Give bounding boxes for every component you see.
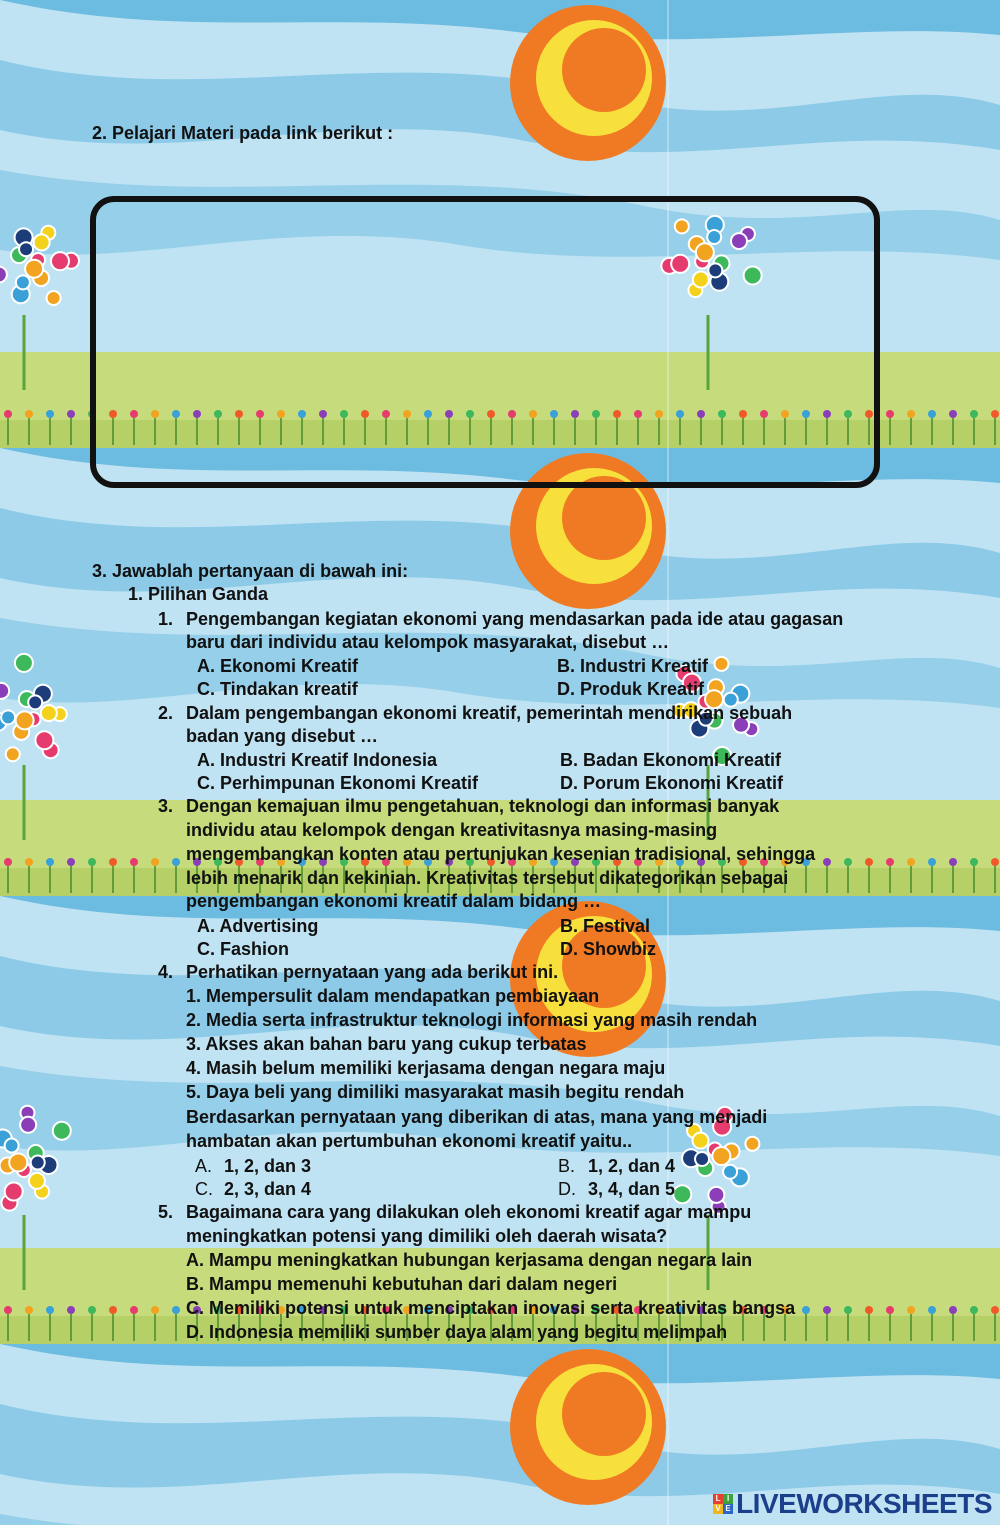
question-4-text: Berdasarkan pernyataan yang diberikan di atas, mana yang menjadi bbox=[186, 1107, 768, 1127]
question-1-text: baru dari individu atau kelompok masyarakat, disebut … bbox=[186, 632, 670, 652]
question-4-option-c[interactable]: 2, 3, dan 4 bbox=[224, 1179, 312, 1199]
multiple-choice-heading: 1. Pilihan Ganda bbox=[128, 584, 269, 604]
liveworksheets-logo-icon: L I V E bbox=[713, 1494, 733, 1514]
question-2-option-a[interactable]: A. Industri Kreatif Indonesia bbox=[197, 750, 438, 770]
question-5-option-a[interactable]: A. Mampu meningkatkan hubungan kerjasama dengan negara lain bbox=[186, 1250, 753, 1270]
question-4-option-d[interactable]: 3, 4, dan 5 bbox=[588, 1179, 676, 1199]
question-1-text: Pengembangan kegiatan ekonomi yang mendasarkan pada ide atau gagasan bbox=[186, 609, 844, 629]
question-4-statement: 2. Media serta infrastruktur teknologi informasi yang masih rendah bbox=[186, 1010, 758, 1030]
question-5-number: 5. bbox=[158, 1202, 174, 1222]
question-5-option-b[interactable]: B. Mampu memenuhi kebutuhan dari dalam negeri bbox=[186, 1274, 618, 1294]
question-2-number: 2. bbox=[158, 703, 174, 723]
question-2-text: Dalam pengembangan ekonomi kreatif, pemerintah mendirikan sebuah bbox=[186, 703, 793, 723]
question-3-text: Dengan kemajuan ilmu pengetahuan, teknologi dan informasi banyak bbox=[186, 796, 780, 816]
question-2-option-b[interactable]: B. Badan Ekonomi Kreatif bbox=[560, 750, 782, 770]
question-3-text: mengembangkan konten atau pertunjukan kesenian tradisional, sehingga bbox=[186, 844, 816, 864]
question-3-text: individu atau kelompok dengan kreativitasnya masing-masing bbox=[186, 820, 718, 840]
question-3-option-a[interactable]: A. Advertising bbox=[197, 916, 319, 936]
question-5-text: Bagaimana cara yang dilakukan oleh ekonomi kreatif agar mampu bbox=[186, 1202, 752, 1222]
liveworksheets-wordmark: LIVEWORKSHEETS bbox=[736, 1488, 992, 1519]
question-4-option-b[interactable]: 1, 2, dan 4 bbox=[588, 1156, 676, 1176]
question-2-text: badan yang disebut … bbox=[186, 726, 379, 746]
question-1-option-c[interactable]: C. Tindakan kreatif bbox=[197, 679, 358, 699]
question-2-option-d[interactable]: D. Porum Ekonomi Kreatif bbox=[560, 773, 784, 793]
liveworksheets-brand[interactable] bbox=[713, 1488, 992, 1520]
question-3-number: 3. bbox=[158, 796, 174, 816]
question-5-option-c[interactable]: C. Memiliki potensi untuk menciptakan inovasi serta kreativitas bangsa bbox=[186, 1298, 796, 1318]
question-5-option-d[interactable]: D. Indonesia memiliki sumber daya alam yang begitu melimpah bbox=[186, 1322, 728, 1342]
question-4-option-a-letter: A. bbox=[195, 1156, 213, 1176]
question-5-text: meningkatkan potensi yang dimiliki oleh daerah wisata? bbox=[186, 1226, 668, 1246]
question-3-option-c[interactable]: C. Fashion bbox=[197, 939, 290, 959]
question-1-option-b[interactable]: B. Industri Kreatif bbox=[557, 656, 709, 676]
question-3-text: lebih menarik dan kekinian. Kreativitas tersebut dikategorikan sebagai bbox=[186, 868, 789, 888]
question-4-option-c-letter: C. bbox=[195, 1179, 213, 1199]
question-1-number: 1. bbox=[158, 609, 174, 629]
question-4-option-a[interactable]: 1, 2, dan 3 bbox=[224, 1156, 312, 1176]
question-1-option-d[interactable]: D. Produk Kreatif bbox=[557, 679, 705, 699]
question-4-statement: 3. Akses akan bahan baru yang cukup terbatas bbox=[186, 1034, 587, 1054]
question-4-option-b-letter: B. bbox=[558, 1156, 576, 1176]
section-3-title: 3. Jawablah pertanyaan di bawah ini: bbox=[92, 561, 409, 581]
question-3-option-d[interactable]: D. Showbiz bbox=[560, 939, 656, 959]
question-2-option-c[interactable]: C. Perhimpunan Ekonomi Kreatif bbox=[197, 773, 479, 793]
section-2-title: 2. Pelajari Materi pada link berikut : bbox=[92, 123, 394, 143]
question-4-statement: 1. Mempersulit dalam mendapatkan pembiayaan bbox=[186, 986, 600, 1006]
question-4-text: hambatan akan pertumbuhan ekonomi kreatif yaitu.. bbox=[186, 1131, 633, 1151]
question-4-text: Perhatikan pernyataan yang ada berikut ini. bbox=[186, 962, 559, 982]
question-1-option-a[interactable]: A. Ekonomi Kreatif bbox=[197, 656, 359, 676]
question-4-statement: 4. Masih belum memiliki kerjasama dengan negara maju bbox=[186, 1058, 666, 1078]
question-4-number: 4. bbox=[158, 962, 174, 982]
question-4-statement: 5. Daya beli yang dimiliki masyarakat masih begitu rendah bbox=[186, 1082, 685, 1102]
question-3-text: pengembangan ekonomi kreatif dalam bidang … bbox=[186, 891, 602, 911]
question-3-option-b[interactable]: B. Festival bbox=[560, 916, 651, 936]
question-4-option-d-letter: D. bbox=[558, 1179, 576, 1199]
